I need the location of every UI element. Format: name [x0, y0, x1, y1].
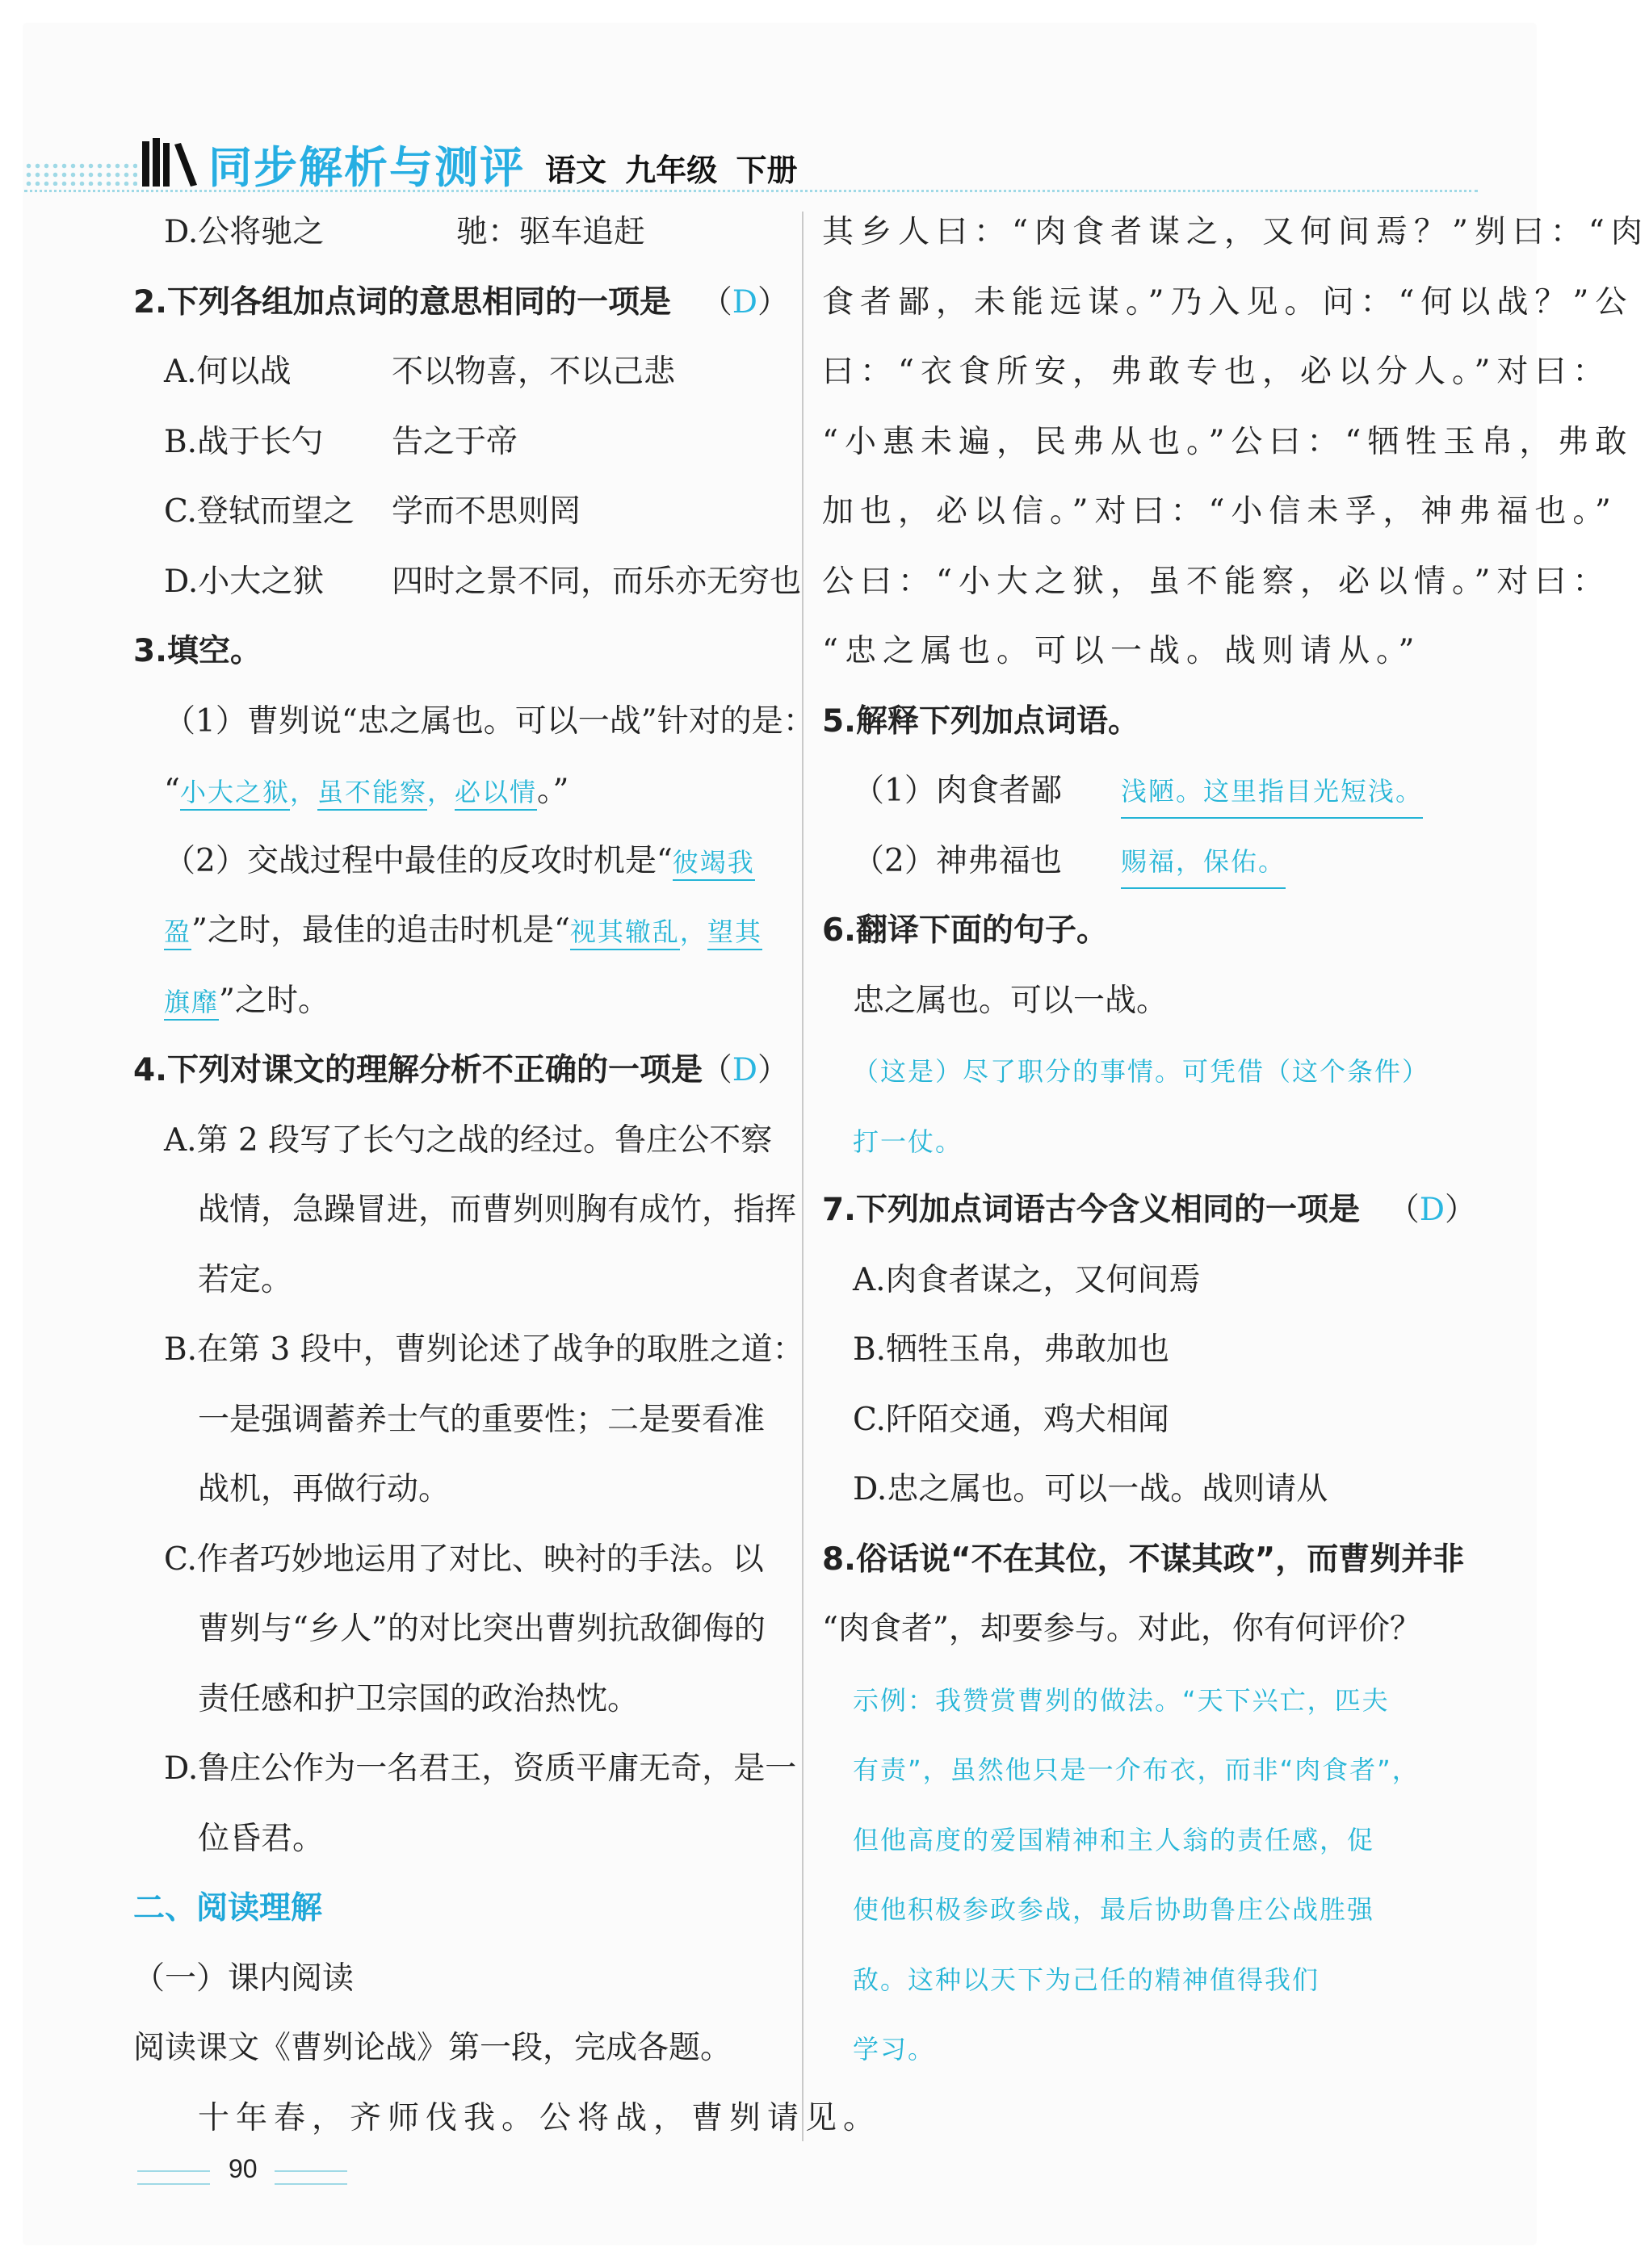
q2-option-c: C.登轼而望之 学而不思则罔: [164, 493, 581, 530]
q5-item-1: （1）肉食者鄙 浅陋。这里指目光短浅。: [822, 767, 1476, 837]
q4-line: 曹刿与“乡人”的对比突出曹刿抗敌御侮的: [198, 1611, 766, 1647]
q7-answer: （D）: [1387, 1192, 1476, 1228]
q3-part2-cont: 盈”之时，最佳的追击时机是“视其辙乱，望其: [164, 912, 762, 949]
q4-line: C.作者巧妙地运用了对比、映衬的手法。以: [164, 1541, 764, 1578]
q4-stem: 4.下列对课文的理解分析不正确的一项是 （D）: [133, 1046, 789, 1117]
passage-line: “小惠未遍，民弗从也。”公曰：“牺牲玉帛，弗敢: [822, 423, 1634, 460]
passage-line: 食者鄙，未能远谋。”乃入见。问：“何以战？”公: [822, 283, 1634, 321]
passage-line: “忠之属也。可以一战。战则请从。”: [822, 633, 1421, 669]
subsection-heading: （一）课内阅读: [133, 1960, 355, 1997]
q8-stem-cont: “肉食者”，却要参与。对此，你有何评价？: [822, 1611, 1421, 1647]
q3-part2: （2）交战过程中最佳的反攻时机是“彼竭我: [164, 842, 755, 879]
q4-answer: （D）: [700, 1052, 789, 1088]
q6-answer-cont: 打一仗。: [853, 1126, 963, 1157]
q8-answer-line: 使他积极参政参战，最后协助鲁庄公战胜强: [853, 1894, 1375, 1925]
q4-line: B.在第 3 段中，曹刿论述了战争的取胜之道：: [164, 1331, 804, 1368]
q2-answer: （D）: [700, 283, 789, 321]
q4-line: 责任感和护卫宗国的政治热忱。: [198, 1680, 640, 1717]
q1-option-d: D.公将驰之 驰：驱车追赶: [164, 214, 646, 250]
footer-right-deco: [275, 2170, 347, 2185]
q8-answer-line: 有责”，虽然他只是一介布衣，而非“肉食者”，: [853, 1754, 1420, 1785]
section-reading-heading: 二、阅读理解: [133, 1890, 323, 1926]
book-subject-grade: [545, 145, 798, 190]
q2-option-d: D.小大之狱 四时之景不同，而乐亦无穷也: [164, 563, 802, 600]
right-column: [822, 208, 1649, 2094]
q5-item-2: （2）神弗福也 赐福，保佑。: [822, 837, 1476, 908]
q8-stem: 8.俗话说“不在其位，不谋其政”，而曹刿并非: [822, 1541, 1465, 1578]
passage-line: 曰：“衣食所安，弗敢专也，必以分人。”对曰：: [822, 354, 1611, 390]
q7-option-c: C.阡陌交通，鸡犬相闻: [853, 1401, 1169, 1438]
q5-stem: 5.解释下列加点词语。: [822, 702, 1139, 740]
q3-part1: （1）曹刿说“忠之属也。可以一战”针对的是：: [164, 702, 815, 740]
passage-line: 公曰：“小大之狱，虽不能察，必以情。”对曰：: [822, 563, 1611, 600]
passage-line: 其乡人曰：“肉食者谋之，又何间焉？”刿曰：“肉: [822, 214, 1649, 250]
column-divider: [802, 212, 804, 2141]
q3-part1-answer: “小大之狱，虽不能察，必以情。”: [164, 773, 569, 809]
volume-label: 下册: [736, 153, 798, 188]
q7-option-d: D.忠之属也。可以一战。战则请从: [853, 1471, 1328, 1507]
q2-option-b: B.战于长勺 告之于帝: [164, 423, 518, 460]
q8-answer-line: 敌。这种以天下为己任的精神值得我们: [853, 1964, 1320, 1995]
header-dots-decoration: [24, 161, 137, 186]
q6-stem: 6.翻译下面的句子。: [822, 912, 1108, 949]
book-series-title: 同步解析与测评: [208, 142, 525, 193]
q4-line: 战情，急躁冒进，而曹刿则胸有成竹，指挥: [198, 1192, 797, 1228]
q4-line: 若定。: [198, 1261, 293, 1298]
passage-line: 十年春，齐师伐我。公将战，曹刿请见。: [198, 2099, 882, 2136]
grade-label: 九年级: [625, 153, 718, 188]
q7-option-b: B.牺牲玉帛，弗敢加也: [853, 1331, 1170, 1368]
books-logo-icon: [139, 133, 204, 190]
q4-line: 战机，再做行动。: [198, 1471, 451, 1507]
left-column: [133, 208, 882, 2164]
q6-sentence: 忠之属也。可以一战。: [853, 982, 1169, 1019]
q6-answer: （这是）尽了职分的事情。可凭借（这个条件）: [853, 1056, 1430, 1087]
q3-part2-end: 旗靡”之时。: [164, 982, 329, 1019]
q2-option-a: A.何以战 不以物喜，不以己悲: [164, 354, 676, 390]
reading-instruction: 阅读课文《曹刿论战》第一段，完成各题。: [133, 2030, 732, 2066]
page-number: 90: [229, 2154, 258, 2183]
subject-label: 语文: [545, 153, 607, 188]
q4-line: 位昏君。: [198, 1820, 325, 1857]
q4-line: D.鲁庄公作为一名君王，资质平庸无奇，是一: [164, 1750, 797, 1787]
q4-line: A.第 2 段写了长勺之战的经过。鲁庄公不察: [164, 1121, 773, 1159]
q8-answer-line: 示例：我赞赏曹刿的做法。“天下兴亡，匹夫: [853, 1684, 1390, 1716]
q7-stem: 7.下列加点词语古今含义相同的一项是 （D）: [822, 1186, 1476, 1256]
footer-left-deco: [137, 2170, 210, 2185]
q8-answer-line: 学习。: [853, 2034, 936, 2065]
q4-line: 一是强调蓄养士气的重要性；二是要看准: [198, 1401, 766, 1438]
passage-line: 加也，必以信。”对曰：“小信未孚，神弗福也。”: [822, 493, 1618, 530]
q7-option-a: A.肉食者谋之，又何间焉: [853, 1261, 1201, 1298]
header-dotted-rule: [24, 190, 1478, 192]
q8-answer-line: 但他高度的爱国精神和主人翁的责任感，促: [853, 1824, 1375, 1855]
q3-stem: 3.填空。: [133, 633, 262, 669]
q2-stem: 2.下列各组加点词的意思相同的一项是 （D）: [133, 279, 789, 349]
